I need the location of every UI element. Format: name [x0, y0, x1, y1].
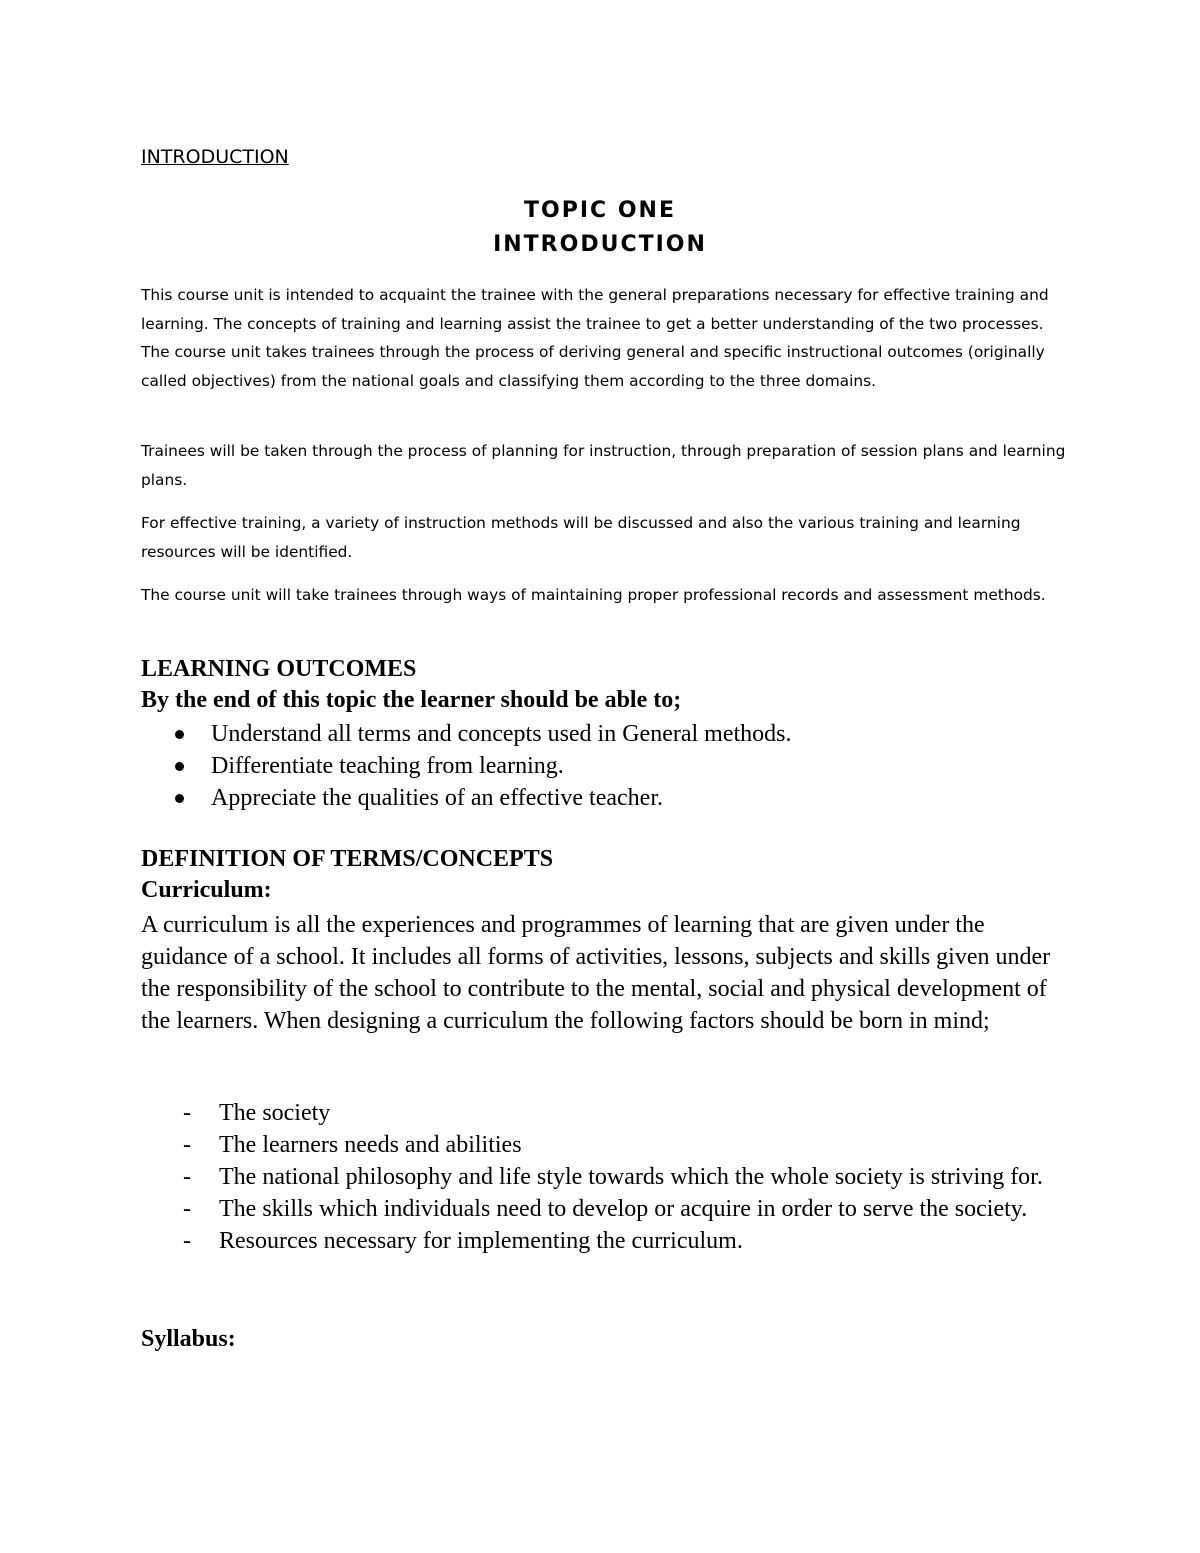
syllabus-label: Syllabus:: [141, 1326, 236, 1352]
intro-paragraph-4: The course unit will take trainees through ways of maintaining proper professional records and assessment methods.: [141, 586, 1046, 604]
learning-outcomes-list: [141, 718, 792, 814]
list-item: [141, 1097, 1071, 1129]
definitions-heading: DEFINITION OF TERMS/CONCEPTS: [141, 846, 554, 872]
bullet-icon: [175, 794, 184, 803]
intro-paragraph-3: For effective training, a variety of instruction methods will be discussed and also the various training and learning resources will be identified.: [141, 514, 1021, 561]
curriculum-label: Curriculum:: [141, 877, 272, 903]
dash-marker: -: [183, 1196, 191, 1222]
list-item-text: Appreciate the qualities of an effective teacher.: [211, 785, 663, 811]
bullet-icon: [175, 762, 184, 771]
learning-outcomes-heading: LEARNING OUTCOMES: [141, 656, 417, 682]
list-item: [141, 782, 792, 814]
intro-paragraph-2: Trainees will be taken through the process of planning for instruction, through preparation of session plans and learning plans.: [141, 442, 1066, 489]
dash-marker: -: [183, 1228, 191, 1254]
list-item-text: The society: [219, 1100, 331, 1126]
learning-outcomes-intro: By the end of this topic the learner should be able to;: [141, 687, 682, 713]
dash-marker: -: [183, 1164, 191, 1190]
curriculum-definition: A curriculum is all the experiences and programmes of learning that are given under the guidance of a school. It includes all forms of activities, lessons, subjects and skills given under the responsibility of the school to contribute to the mental, social and physical development of the learners. When designing a curriculum the following factors should be born in mind;: [141, 912, 1051, 1034]
list-item: [141, 1129, 1071, 1161]
list-item-text: The national philosophy and life style towards which the whole society is striving for.: [219, 1164, 1043, 1190]
list-item: [141, 1193, 1071, 1225]
intro-paragraph-1: This course unit is intended to acquaint the trainee with the general preparations necessary for effective training and learning. The concepts of training and learning assist the trainee to get a better understanding of the two processes. The course unit takes trainees through the process of deriving general and specific instructional outcomes (originally called objectives) from the national goals and classifying them according to the three domains.: [141, 286, 1049, 390]
list-item-text: Differentiate teaching from learning.: [211, 753, 564, 779]
list-item-text: The skills which individuals need to develop or acquire in order to serve the society.: [219, 1196, 1028, 1222]
list-item: [141, 1161, 1071, 1193]
list-item-text: Understand all terms and concepts used in General methods.: [211, 721, 792, 747]
dash-marker: -: [183, 1132, 191, 1158]
dash-marker: -: [183, 1100, 191, 1126]
curriculum-factors-list: [141, 1097, 1071, 1257]
list-item-text: The learners needs and abilities: [219, 1132, 522, 1158]
list-item: [141, 1225, 1071, 1257]
intro-heading: INTRODUCTION: [141, 146, 289, 168]
topic-subtitle: INTRODUCTION: [493, 232, 707, 257]
list-item: [141, 718, 792, 750]
bullet-icon: [175, 730, 184, 739]
list-item-text: Resources necessary for implementing the curriculum.: [219, 1228, 743, 1254]
list-item: [141, 750, 792, 782]
topic-title: TOPIC ONE: [524, 198, 676, 223]
